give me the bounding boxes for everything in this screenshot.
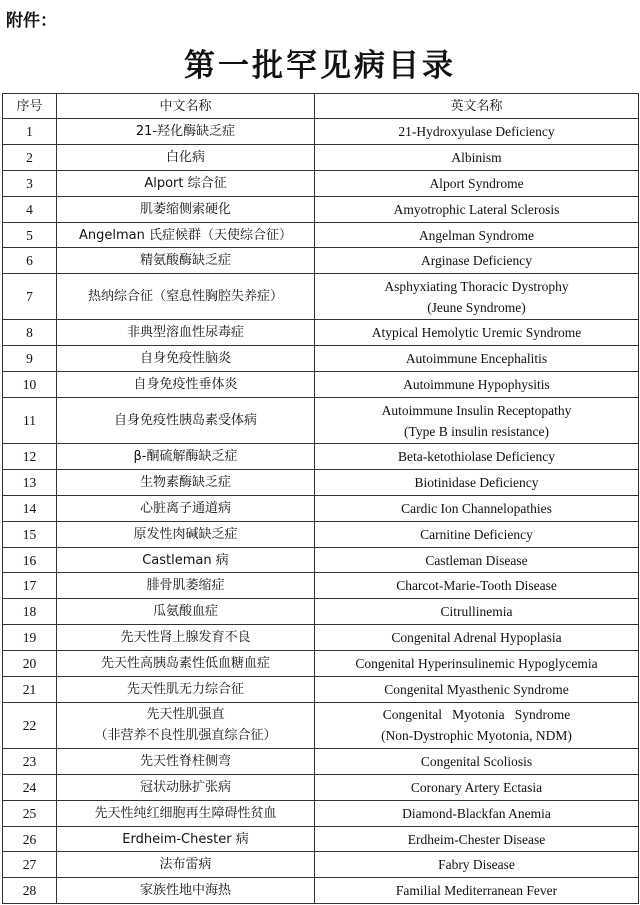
row-number: 22 [3,702,57,748]
row-number: 13 [3,469,57,495]
table-row [3,444,639,470]
chinese-name-text: 先天性纯红细胞再生障碍性贫血 [94,805,277,821]
english-name-cell [315,774,639,800]
chinese-name-cell [57,852,315,878]
english-name-cell [315,196,639,222]
row-number: 3 [3,170,57,196]
row-number: 6 [3,248,57,274]
row-number: 26 [3,826,57,852]
chinese-name-text: 先天性高胰岛素性低血糖血症 [100,656,270,672]
english-name-cell [315,144,639,170]
table-row [3,170,639,196]
english-name-cell [315,398,639,444]
chinese-name-cell [57,144,315,170]
row-number: 7 [3,274,57,320]
chinese-name-text: 法布雷病 [159,857,212,873]
chinese-name-text: 家族性地中海热 [139,883,231,899]
table-row [3,702,639,748]
chinese-name-cell [57,119,315,145]
english-name-text: Fabry Disease [438,857,515,873]
english-name-cell [315,222,639,248]
english-name-cell [315,521,639,547]
english-name-text: Diamond-Blackfan Anemia [402,805,551,821]
chinese-name-text: 瓜氨酸血症 [152,604,218,620]
table-row [3,346,639,372]
table-row [3,320,639,346]
table-row [3,274,639,320]
row-number: 15 [3,521,57,547]
english-name-text: Carnitine Deficiency [420,526,533,542]
row-number: 21 [3,677,57,703]
english-name-text: Atypical Hemolytic Uremic Syndrome [371,325,582,341]
english-name-cell [315,320,639,346]
chinese-name-text: 自身免疫性胰岛素受体病 [113,413,257,429]
table-row [3,469,639,495]
english-name-cell [315,677,639,703]
table-row [3,196,639,222]
chinese-name-cell [57,677,315,703]
chinese-name-text: （非营养不良性肌强直综合征） [94,728,277,744]
english-name-cell [315,547,639,573]
row-number: 16 [3,547,57,573]
english-name-text: Congenital Myasthenic Syndrome [384,681,569,697]
chinese-name-cell [57,702,315,748]
table-row [3,625,639,651]
row-number: 25 [3,800,57,826]
english-name-text: Cardic Ion Channelopathies [401,500,552,516]
table-row [3,878,639,904]
table-row [3,144,639,170]
chinese-name-cell [57,800,315,826]
table-row [3,677,639,703]
english-name-text: Congenital Myotonia Syndrome [382,707,571,723]
english-name-cell [315,495,639,521]
chinese-name-text: Erdheim-Chester 病 [122,831,249,847]
table-row [3,852,639,878]
attachment-label: 附件： [6,11,57,31]
row-number: 19 [3,625,57,651]
row-number: 5 [3,222,57,248]
chinese-name-text: 21-羟化酶缺乏症 [135,123,236,139]
row-number: 4 [3,196,57,222]
chinese-name-cell [57,878,315,904]
english-name-cell [315,748,639,774]
english-name-cell [315,852,639,878]
chinese-name-text: 白化病 [165,149,205,165]
english-name-text: Familial Mediterranean Fever [395,883,558,899]
chinese-name-text: 先天性肾上腺发育不良 [120,630,251,646]
chinese-name-text: 腓骨肌萎缩症 [146,578,225,594]
english-name-text: Autoimmune Hypophysitis [403,377,550,393]
english-name-text: Castleman Disease [425,552,528,568]
chinese-name-cell [57,599,315,625]
table-row [3,222,639,248]
table-row [3,372,639,398]
english-name-text: Alport Syndrome [429,175,524,191]
table-row [3,573,639,599]
chinese-name-text: 生物素酶缺乏症 [139,474,231,490]
english-name-text: Beta-ketothiolase Deficiency [397,448,556,464]
english-name-cell [315,599,639,625]
chinese-name-cell [57,444,315,470]
english-name-text: Charcot-Marie-Tooth Disease [396,578,557,594]
chinese-name-cell [57,196,315,222]
chinese-name-cell [57,222,315,248]
table-header-row [3,94,639,119]
english-name-text: Congenital Hyperinsulinemic Hypoglycemia [355,656,598,672]
table-row [3,398,639,444]
chinese-name-cell [57,320,315,346]
chinese-name-text: β-酮硫解酶缺乏症 [133,448,238,464]
english-name-cell [315,274,639,320]
english-name-cell [315,444,639,470]
rare-disease-table [2,93,639,904]
page-title: 第一批罕见病目录 [184,48,456,84]
chinese-name-cell [57,547,315,573]
chinese-name-cell [57,170,315,196]
english-name-text: (Jeune Syndrome) [427,299,526,315]
chinese-name-text: Alport 综合征 [144,175,227,191]
english-name-cell [315,651,639,677]
chinese-name-text: 冠状动脉扩张病 [139,779,231,795]
chinese-name-cell [57,774,315,800]
chinese-name-text: 精氨酸酶缺乏症 [139,253,231,269]
table-row [3,800,639,826]
english-name-cell [315,469,639,495]
table-row [3,547,639,573]
chinese-name-text: 热纳综合征（窒息性胸腔失养症） [87,289,283,305]
row-number: 9 [3,346,57,372]
chinese-name-cell [57,274,315,320]
table-row [3,651,639,677]
english-name-cell [315,878,639,904]
chinese-name-cell [57,398,315,444]
english-name-text: Angelman Syndrome [418,227,535,243]
table-row [3,248,639,274]
chinese-name-text: 先天性肌强直 [146,707,225,723]
table-row [3,774,639,800]
chinese-name-cell [57,469,315,495]
english-name-cell [315,119,639,145]
english-name-text: Coronary Artery Ectasia [410,779,543,795]
row-number: 23 [3,748,57,774]
english-name-text: Citrullinemia [440,604,513,620]
table-row [3,495,639,521]
column-header-number: 序号 [3,94,57,119]
english-name-text: (Non-Dystrophic Myotonia, NDM) [381,728,572,744]
english-name-cell [315,170,639,196]
row-number: 20 [3,651,57,677]
chinese-name-text: Angelman 氏症候群（天使综合征） [79,227,292,243]
chinese-name-text: Castleman 病 [142,552,229,568]
english-name-text: Asphyxiating Thoracic Dystrophy [384,278,569,294]
english-name-cell [315,573,639,599]
chinese-name-text: 自身免疫性脑炎 [139,351,231,367]
chinese-name-text: 自身免疫性垂体炎 [133,377,238,393]
english-name-cell [315,702,639,748]
chinese-name-text: 肌萎缩侧索硬化 [139,201,231,217]
chinese-name-text: 先天性肌无力综合征 [126,681,244,697]
english-name-text: Autoimmune Insulin Receptopathy [381,402,572,418]
chinese-name-cell [57,346,315,372]
row-number: 28 [3,878,57,904]
row-number: 1 [3,119,57,145]
row-number: 27 [3,852,57,878]
chinese-name-text: 先天性脊柱侧弯 [139,753,231,769]
english-name-cell [315,346,639,372]
english-name-cell [315,625,639,651]
chinese-name-cell [57,651,315,677]
english-name-cell [315,800,639,826]
row-number: 2 [3,144,57,170]
chinese-name-cell [57,521,315,547]
chinese-name-cell [57,625,315,651]
chinese-name-cell [57,826,315,852]
english-name-text: Arginase Deficiency [420,253,533,269]
english-name-cell [315,248,639,274]
english-name-text: (Type B insulin resistance) [404,423,549,439]
table-row [3,119,639,145]
table-row [3,748,639,774]
row-number: 17 [3,573,57,599]
english-name-text: Autoimmune Encephalitis [405,351,548,367]
column-header-chinese-name: 中文名称 [57,94,315,119]
chinese-name-text: 心脏离子通道病 [139,500,231,516]
column-header-english-name: 英文名称 [315,94,639,119]
english-name-text: Albinism [451,149,502,165]
chinese-name-cell [57,495,315,521]
table-row [3,599,639,625]
chinese-name-cell [57,372,315,398]
english-name-cell [315,826,639,852]
row-number: 8 [3,320,57,346]
row-number: 24 [3,774,57,800]
row-number: 10 [3,372,57,398]
english-name-text: Congenital Adrenal Hypoplasia [391,630,562,646]
chinese-name-cell [57,573,315,599]
chinese-name-text: 原发性肉碱缺乏症 [133,526,238,542]
english-name-text: 21-Hydroxyulase Deficiency [398,123,555,139]
chinese-name-cell [57,248,315,274]
english-name-text: Erdheim-Chester Disease [407,831,546,847]
table-row [3,521,639,547]
chinese-name-text: 非典型溶血性尿毒症 [126,325,244,341]
chinese-name-cell [57,748,315,774]
english-name-text: Congenital Scoliosis [420,753,533,769]
row-number: 11 [3,398,57,444]
english-name-cell [315,372,639,398]
english-name-text: Amyotrophic Lateral Sclerosis [393,201,560,217]
table-row [3,826,639,852]
row-number: 12 [3,444,57,470]
row-number: 14 [3,495,57,521]
english-name-text: Biotinidase Deficiency [414,474,539,490]
row-number: 18 [3,599,57,625]
